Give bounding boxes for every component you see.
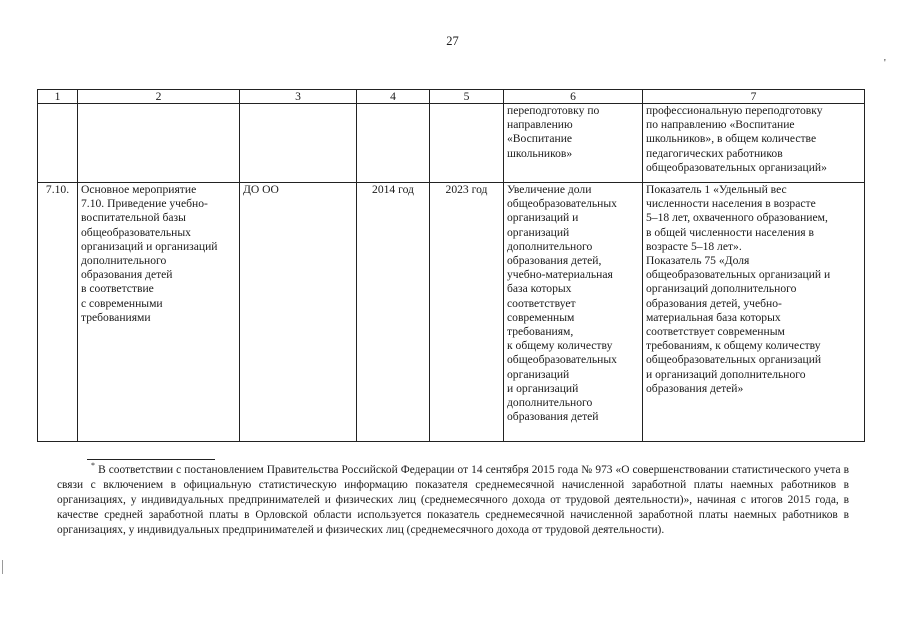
footnote-marker: * — [91, 461, 95, 471]
table-row-7-10 — [38, 183, 865, 442]
cell-indicators — [643, 183, 865, 442]
header-col-5: 5 — [430, 90, 504, 104]
cell-indicators-continued — [643, 104, 865, 183]
table-header-row — [38, 90, 865, 104]
page-number: 27 — [446, 34, 459, 48]
header-col-2: 2 — [78, 90, 240, 104]
cell-row-number — [38, 183, 78, 442]
header-col-6: 6 — [504, 90, 643, 104]
cell-expected-result-continued — [504, 104, 643, 183]
program-measures-table — [37, 89, 865, 442]
row-number: 7.10. — [45, 183, 70, 196]
stray-mark: ' — [884, 58, 886, 69]
cell-empty — [38, 104, 78, 183]
header-col-1: 1 — [38, 90, 78, 104]
header-col-3: 3 — [240, 90, 357, 104]
cell-measure — [78, 183, 240, 442]
executor-text: ДО ОО — [243, 183, 279, 196]
indicators-text: Показатель 1 «Удельный вес численности населения в возрасте 5–18 лет, охваченного образованием, в общей численности населения в возрасте 5–18 лет». Показатель 75 «Доля общеобразовательных организаций и организаций дополнительного образования детей, учебно- материальная база которых соответствует современным требованиям, к общему количеству общеобразовательных организаций и организаций дополнительного образования детей» — [646, 183, 831, 395]
cell-empty — [240, 104, 357, 183]
expected-result-text: Увеличение доли общеобразовательных организаций и организаций дополнительного образования детей, учебно-материальная база которых соответствует современным требованиям, к общему количеству общеобразовательных организаций и организаций дополнительного образования детей — [507, 183, 617, 424]
footnote — [57, 463, 849, 538]
cell-empty — [430, 104, 504, 183]
cell-end-year — [430, 183, 504, 442]
header-col-7: 7 — [643, 90, 865, 104]
cell-empty — [78, 104, 240, 183]
expected-result-continued-text: переподготовку по направлению «Воспитание школьников» — [507, 104, 600, 160]
cell-start-year — [357, 183, 430, 442]
cell-empty — [357, 104, 430, 183]
indicators-continued-text: профессиональную переподготовку по направлению «Воспитание школьников», в общем количестве педагогических работников общеобразовательных организаций» — [646, 104, 827, 174]
table-row-continuation — [38, 104, 865, 183]
header-col-4: 4 — [357, 90, 430, 104]
cell-expected-result — [504, 183, 643, 442]
footnote-divider — [87, 459, 215, 460]
start-year-text: 2014 год — [372, 183, 414, 196]
footnote-text: В соответствии с постановлением Правительства Российской Федерации от 14 сентября 2015 года № 973 «О совершенствовании статистического учета в связи с включением в официальную статистическую информацию показателя среднемесячной начисленной заработной платы наемных работников в организациях, у индивидуальных предпринимателей и физических лиц (среднемесячного дохода от трудовой деятельности)», начиная с итогов 2015 года, в качестве средней заработной платы в Орловской области используется показатель среднемесячной начисленной заработной платы наемных работников в организациях, у индивидуальных предпринимателей и физических лиц (среднемесячного дохода от трудовой деятельности). — [57, 464, 849, 537]
scan-edge-mark — [2, 560, 3, 574]
measure-text: Основное мероприятие 7.10. Приведение учебно- воспитательной базы общеобразовательных организаций и организаций дополнительного образования детей в соответствие с современными требованиями — [81, 183, 218, 324]
cell-executor — [240, 183, 357, 442]
end-year-text: 2023 год — [445, 183, 488, 196]
